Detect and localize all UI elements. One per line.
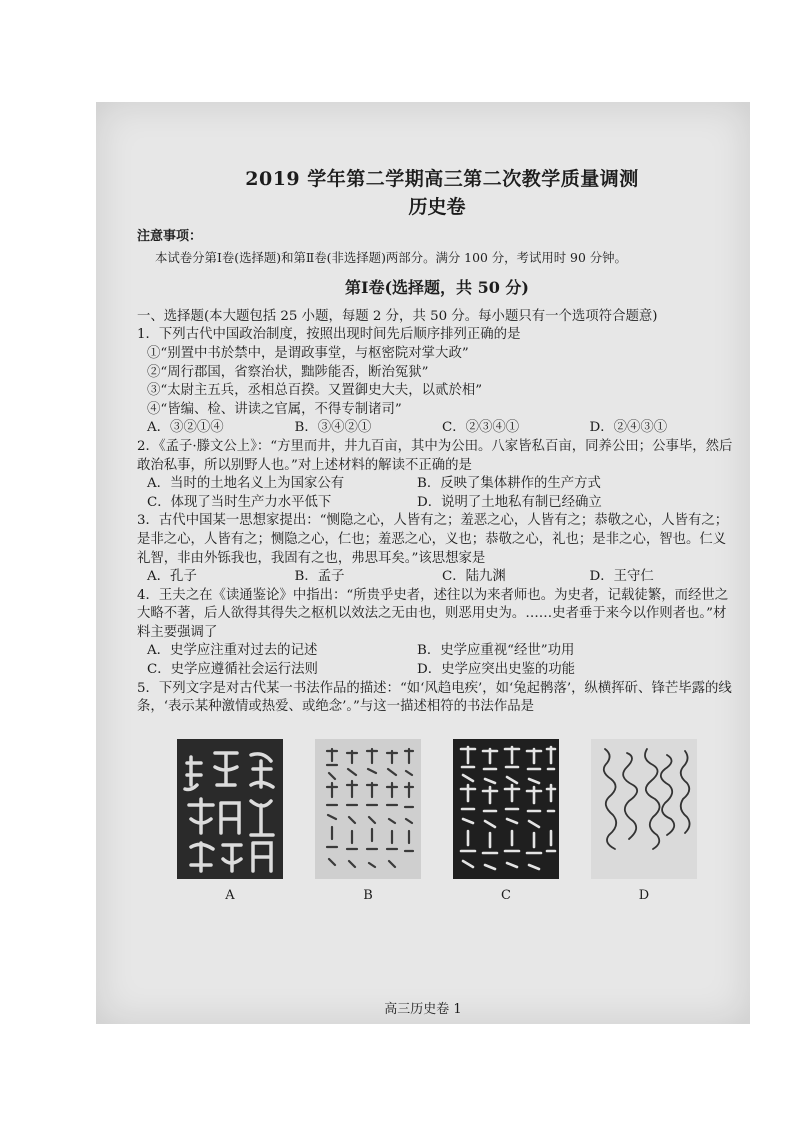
question-stem: 2．《孟子·滕文公上》：“方里而井，井九百亩，其中为公田。八家皆私百亩，同养公田；公事毕，然后敢治私事，所以别野人也。”对上述材料的解读不正确的是 [137,438,733,473]
option-a-label: A [225,887,235,903]
calligraphy-option-a [177,739,283,906]
question-4 [137,587,737,680]
regular-script-image [315,739,421,879]
option-c: C．陆九渊 [442,569,506,585]
option-b: B．③④②① [294,420,372,436]
part1-title: 第Ⅰ卷(选择题，共 50 分) [344,278,530,298]
statement-line: ③“太尉主五兵，丞相总百揆。又置御史大夫，以贰於相” [147,383,483,399]
option-a: A．孔子 [147,569,197,585]
option-b: B．孟子 [294,569,345,585]
exam-paper [96,102,750,1024]
cursive-script-image [591,739,697,879]
options-row [147,494,737,513]
option-d: D．②④③① [589,420,668,436]
question-3 [137,512,737,586]
option-a: A．当时的土地名义上为国家公有 [147,476,345,492]
exam-content [137,166,737,905]
exam-subject: 历史卷 [408,196,466,218]
calligraphy-images [177,739,697,906]
option-a: A．③②①④ [147,420,224,436]
question-stem: 3．古代中国某一思想家提出：“恻隐之心，人皆有之；羞恶之心，人皆有之；恭敬之心，人皆有之；是非之心，人皆有之；恻隐之心，仁也；羞恶之心，义也；恭敬之心，礼也；是非之心，智也。仁义礼智，非由外铄我也，我固有之也，弗思耳矣。”该思想家是 [137,513,729,566]
question-stem: 1．下列古代中国政治制度，按照出现时间先后顺序排列正确的是 [137,327,521,343]
question-stem: 4．王夫之在《读通鉴论》中指出：“所贵乎史者，述往以为来者师也。为史者，记载徒繁，而经世之大略不著，后人欲得其得失之枢机以效法之无由也，则恶用史为。……史者垂于来今以作则者也。”材料主要强调了 [137,587,729,640]
stele-inscription-image [453,739,559,879]
question-stem: 5．下列文字是对古代某一书法作品的描述：“如‘风趋电疾’，如‘兔起鹘落’，纵横挥斫、锋芒毕露的线条，‘表示某种激情或热爱、或绝念’。”与这一描述相符的书法作品是 [137,680,732,715]
exam-title: 2019 学年第二学期高三第二次教学质量调测 [245,168,639,190]
options-row [147,642,737,661]
question-1 [137,326,737,438]
option-d: D．说明了土地私有制已经确立 [417,494,602,510]
option-d-label: D [638,887,650,903]
options-row [147,661,737,680]
page-footer: 高三历史卷 1 [384,1002,462,1017]
statement-line: ④“皆编、检、讲读之官属，不得专制诸司” [147,401,402,417]
option-c: C．②③④① [442,420,520,436]
seal-script-image [177,739,283,879]
option-b: B．史学应重视“经世”功用 [417,643,575,659]
option-b-label: B [363,887,373,903]
question-5 [137,680,737,906]
option-c-label: C [501,887,511,903]
question-2 [137,438,737,512]
options-row [147,419,737,438]
section-heading: 一、选择题(本大题包括 25 小题，每题 2 分，共 50 分。每小题只有一个选项符合题意) [137,308,658,324]
notice-text: 本试卷分第Ⅰ卷(选择题)和第Ⅱ卷(非选择题)两部分。满分 100 分，考试用时 90 分钟。 [155,249,627,265]
notice-heading: 注意事项： [137,229,203,244]
options-row [147,568,737,587]
calligraphy-option-b [315,739,421,906]
option-a: A．史学应注重对过去的记述 [147,643,318,659]
calligraphy-option-d [591,739,697,906]
statement-line: ①“别置中书於禁中，是谓政事堂，与枢密院对掌大政” [147,345,469,361]
options-row [147,475,737,494]
option-c: C．体现了当时生产力水平低下 [147,494,332,510]
statement-line: ②“周行郡国，省察治状，黜陟能否，断治冤狱” [147,364,429,380]
option-d: D．王守仁 [589,569,654,585]
option-c: C．史学应遵循社会运行法则 [147,662,318,678]
option-b: B．反映了集体耕作的生产方式 [417,476,601,492]
calligraphy-option-c [453,739,559,906]
option-d: D．史学应突出史鉴的功能 [417,662,576,678]
